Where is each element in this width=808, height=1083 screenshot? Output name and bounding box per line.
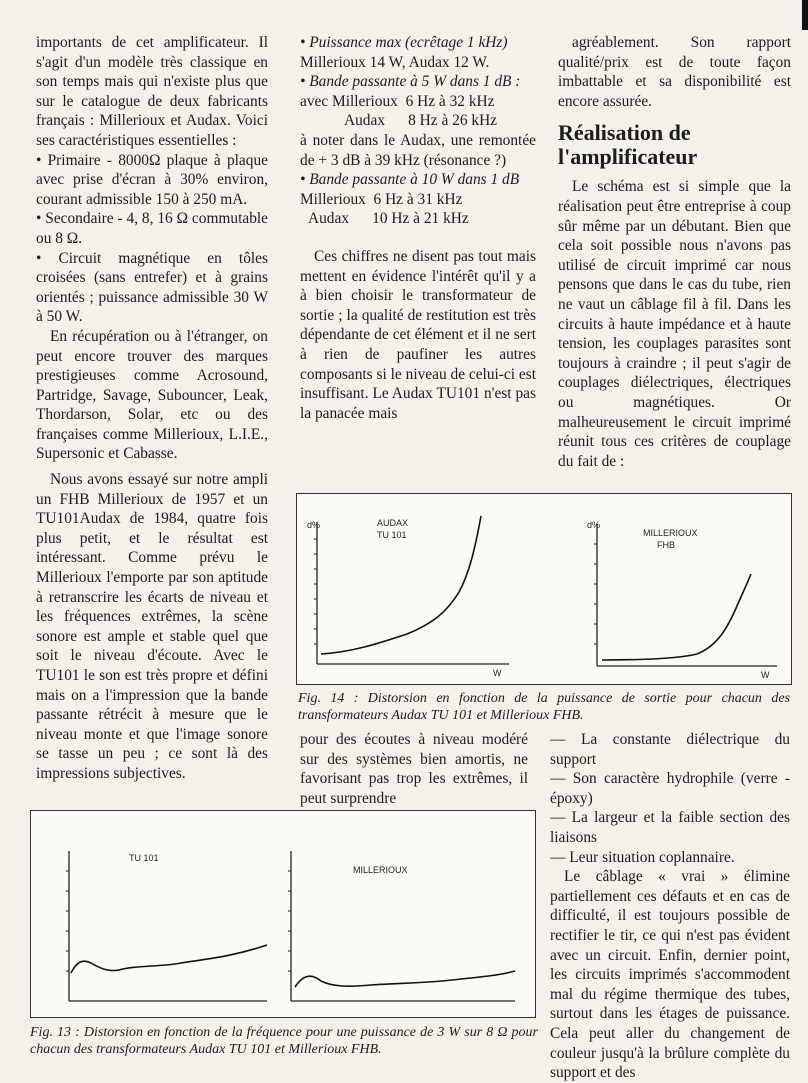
paragraph: pour des écoutes à niveau modéré sur des systèmes bien amortis, ne favorisant pas trop les extrêmes, il peut surprendre [300, 731, 528, 807]
figure-13 [30, 810, 536, 1018]
spec-heading: • Bande passante à 10 W dans 1 dB [300, 171, 520, 189]
bullet-item: • Circuit magnétique en tôles croisées (sans entrefer) et à grains orientés ; puissance admissible 30 W à 50 W. [36, 249, 268, 326]
spec-heading: • Bande passante à 5 W dans 1 dB : [300, 73, 521, 91]
section-heading: Réalisation de l'amplificateur [558, 120, 698, 170]
spec-line: Audax 8 Hz à 26 kHz [344, 112, 498, 130]
bullet-item: • Primaire - 8000Ω plaque à plaque avec prise d'écran à 30% environ, courant admissible 150 à 250 mA. [36, 151, 268, 208]
figure-label: AUDAX [377, 518, 409, 528]
column-3 [558, 33, 791, 471]
figure-13-caption: Fig. 13 : Distorsion en fonction de la fréquence pour une puissance de 3 W sur 8 Ω pour chacun des transformateurs Audax TU 101 et Millerioux FHB. [30, 1025, 538, 1057]
list-item: — La largeur et la faible section des liaisons [550, 809, 790, 846]
list-item: — Son caractère hydrophile (verre - époxy) [550, 770, 790, 807]
column-1 [36, 33, 268, 784]
y-unit-label: d% [587, 520, 601, 530]
x-unit-label: W [493, 668, 502, 678]
spec-line: avec Millerioux 6 Hz à 32 kHz [300, 92, 495, 110]
millerioux-distortion-curve [602, 574, 751, 660]
figure-label: TU 101 [129, 853, 159, 863]
millerioux-frequency-curve [295, 971, 515, 987]
figure-label: TU 101 [377, 530, 407, 540]
paragraph: importants de cet amplificateur. Il s'agit d'un modèle très classique en son temps mais qui n'existe plus que sur le catalogue de deux fabricants français : Millerioux et Audax. Voici ses caractéristiques essentielles : [36, 34, 268, 149]
list-item: — Leur situation coplannaire. [550, 848, 735, 866]
column-2-continued [300, 730, 528, 808]
spec-line: Millerioux 14 W, Audax 12 W. [300, 53, 490, 71]
y-unit-label: d% [307, 520, 321, 530]
paragraph: agréablement. Son rapport qualité/prix est de toute façon imbattable et sa disponibilité est encore assurée. [558, 34, 791, 110]
figure-14-plots [297, 494, 791, 684]
figure-14 [296, 493, 792, 685]
paragraph: Le câblage « vrai » élimine partiellement ces défauts et en cas de difficulté, il est toujours possible de rectifier le tir, ce qui n'est pas évident avec un circuit. Enfin, dernier point, les circuits imprimés s'accommodent mal du régime thermique des tubes, surtout dans les étages de puissance. Cela peut aller du changement de couleur jusqu'à la brûlure complète du support et des [550, 868, 790, 1082]
spec-line: à noter dans le Audax, une remontée de + 3 dB à 39 kHz (résonance ?) [300, 131, 536, 169]
tu101-frequency-curve [71, 945, 267, 973]
figure-14-caption: Fig. 14 : Distorsion en fonction de la puissance de sortie pour chacun des transformateurs Audax TU 101 et Millerioux FHB. [298, 691, 790, 723]
x-unit-label: W [761, 670, 770, 680]
bullet-item: • Secondaire - 4, 8, 16 Ω commutable ou 8 Ω. [36, 210, 268, 247]
column-3-continued [550, 730, 790, 1083]
paragraph: Le schéma est si simple que la réalisation peut être entreprise à coup sûr même par un débutant. Bien que cela soit possible nous n'avons pas utilisé de circuit imprimé car nous pensons que dans le cas du tube, rien ne vaut un câblage fil à fil. Dans les circuits à haute impédance et à haute tension, les couplages parasites sont toujours à craindre ; il peut s'agir de couplages diélectriques, électriques ou magnétiques. Or malheureusement le circuit imprimé réunit tous ces critères de couplage du fait de : [558, 178, 791, 470]
column-2 [300, 33, 536, 423]
paragraph: Ces chiffres ne disent pas tout mais mettent en évidence l'intérêt qu'il y a à bien choisir le transformateur de sortie ; la qualité de restitution est très dépendante de cet élément et il ne sert à rien de paufiner les autres composants si le niveau de celui-ci est insuffisant. Le Audax TU101 n'est pas la panacée mais [300, 247, 536, 422]
figure-label: FHB [657, 540, 675, 550]
paragraph: Nous avons essayé sur notre ampli un FHB Millerioux de 1957 et un TU101Audax de 1984, quatre fois plus petit, et le résultat est intéressant. Comme prévu le Millerioux l'emporte par son aptitude à retranscrire les écarts de niveau et les fréquences extrêmes, la scène sonore est ample et stable quel que soit le niveau d'écoute. Avec le TU101 le son est très propre et défini mais on a l'impression que la bande passante rétrécit à mesure que le niveau monte et que l'image sonore se tasse un peu ; ce sont là des impressions subjectives. [36, 471, 268, 782]
spec-line: Millerioux 6 Hz à 31 kHz [300, 190, 463, 208]
spec-line: Audax 10 Hz à 21 kHz [308, 210, 469, 228]
page-edge-mark [802, 0, 808, 30]
figure-13-plots [31, 811, 535, 1017]
spec-heading: • Puissance max (ecrêtage 1 kHz) [300, 34, 508, 51]
list-item: — La constante diélectrique du support [550, 731, 790, 768]
figure-label: MILLERIOUX [643, 528, 698, 538]
figure-label: MILLERIOUX [353, 865, 408, 875]
paragraph: En récupération ou à l'étranger, on peut encore trouver des marques prestigieuses comme Acrosound, Partridge, Savage, Subouncer, Leak, Thordarson, Solar, etc ou des françaises comme Millerioux, L.I.E., Supersonic et Cabasse. [36, 327, 268, 463]
